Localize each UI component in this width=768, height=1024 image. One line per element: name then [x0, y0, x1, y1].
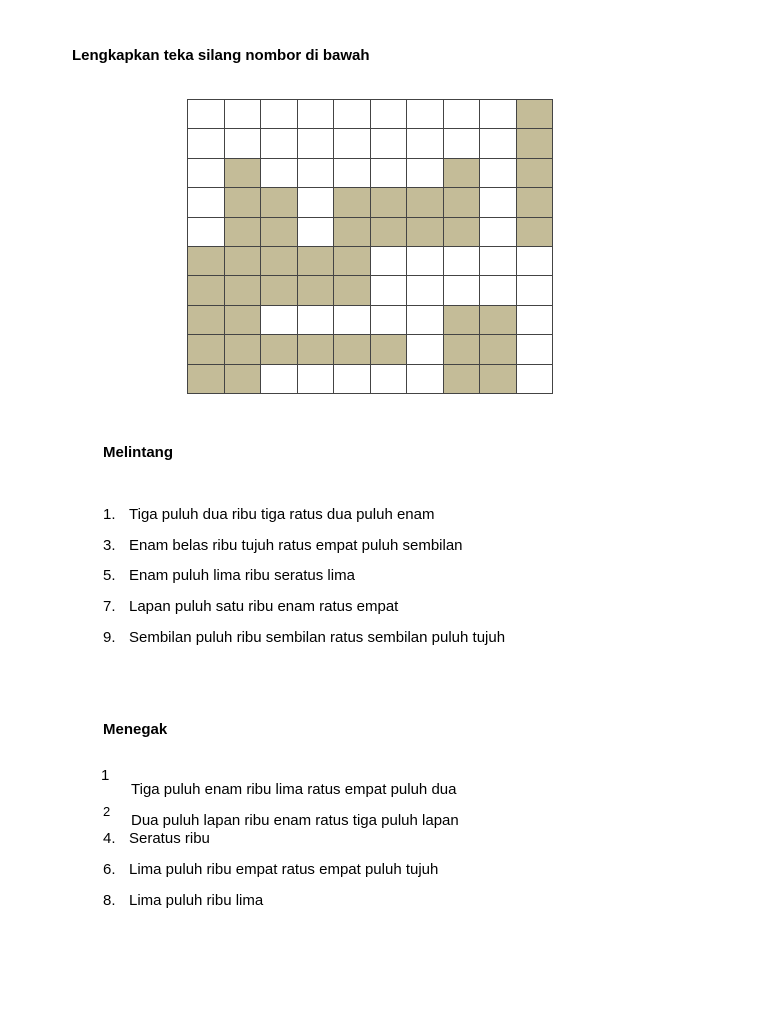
- grid-cell-empty[interactable]: [407, 159, 444, 188]
- clue-number: 4.: [103, 830, 116, 847]
- clue-number: 9.: [103, 629, 116, 646]
- clue-text: Enam puluh lima ribu seratus lima: [129, 567, 355, 584]
- grid-cell-shaded: [188, 276, 225, 305]
- melintang-clue-3: [103, 537, 463, 554]
- grid-cell-empty[interactable]: [298, 365, 335, 394]
- grid-cell-shaded: [298, 247, 335, 276]
- grid-cell-empty[interactable]: [225, 100, 262, 129]
- grid-cell-empty[interactable]: [480, 276, 517, 305]
- grid-cell-shaded: [225, 335, 262, 364]
- clue-text: Lima puluh ribu lima: [129, 892, 264, 909]
- grid-cell-shaded: [334, 218, 371, 247]
- clue-text: Sembilan puluh ribu sembilan ratus sembilan puluh tujuh: [129, 629, 506, 646]
- grid-cell-empty[interactable]: [188, 188, 225, 217]
- grid-cell-empty[interactable]: [371, 276, 408, 305]
- grid-cell-shaded: [261, 247, 298, 276]
- grid-cell-empty[interactable]: [407, 129, 444, 158]
- grid-cell-shaded: [371, 188, 408, 217]
- grid-cell-empty[interactable]: [407, 335, 444, 364]
- grid-cell-shaded: [334, 335, 371, 364]
- grid-cell-empty[interactable]: [444, 100, 481, 129]
- grid-cell-empty[interactable]: [298, 129, 335, 158]
- clue-number: 6.: [103, 861, 116, 878]
- menegak-clue-2-text: Dua puluh lapan ribu enam ratus tiga puluh lapan: [131, 812, 459, 829]
- grid-cell-shaded: [298, 335, 335, 364]
- grid-cell-shaded: [444, 218, 481, 247]
- grid-cell-empty[interactable]: [188, 159, 225, 188]
- grid-cell-empty[interactable]: [225, 129, 262, 158]
- grid-cell-shaded: [225, 306, 262, 335]
- grid-cell-empty[interactable]: [517, 247, 554, 276]
- grid-cell-shaded: [225, 365, 262, 394]
- grid-cell-empty[interactable]: [371, 247, 408, 276]
- grid-cell-empty[interactable]: [261, 306, 298, 335]
- grid-cell-shaded: [225, 188, 262, 217]
- crossword-grid: [187, 99, 553, 394]
- grid-cell-shaded: [517, 218, 554, 247]
- grid-cell-shaded: [334, 188, 371, 217]
- grid-cell-empty[interactable]: [444, 129, 481, 158]
- grid-cell-empty[interactable]: [517, 276, 554, 305]
- grid-cell-shaded: [225, 218, 262, 247]
- grid-cell-shaded: [225, 247, 262, 276]
- grid-cell-empty[interactable]: [480, 247, 517, 276]
- grid-cell-empty[interactable]: [298, 159, 335, 188]
- grid-cell-shaded: [517, 129, 554, 158]
- grid-cell-empty[interactable]: [480, 129, 517, 158]
- grid-cell-empty[interactable]: [371, 159, 408, 188]
- grid-cell-empty[interactable]: [480, 188, 517, 217]
- grid-cell-shaded: [444, 365, 481, 394]
- grid-cell-empty[interactable]: [261, 100, 298, 129]
- grid-cell-shaded: [334, 247, 371, 276]
- grid-cell-shaded: [480, 306, 517, 335]
- grid-cell-empty[interactable]: [480, 218, 517, 247]
- grid-cell-empty[interactable]: [407, 276, 444, 305]
- grid-cell-shaded: [407, 218, 444, 247]
- grid-cell-shaded: [480, 365, 517, 394]
- grid-cell-shaded: [225, 159, 262, 188]
- grid-cell-empty[interactable]: [188, 129, 225, 158]
- clue-number: 3.: [103, 537, 116, 554]
- grid-cell-shaded: [517, 188, 554, 217]
- melintang-heading: Melintang: [103, 444, 173, 461]
- grid-cell-empty[interactable]: [407, 365, 444, 394]
- grid-cell-empty[interactable]: [480, 159, 517, 188]
- grid-cell-shaded: [444, 306, 481, 335]
- clue-text: Tiga puluh dua ribu tiga ratus dua puluh enam: [129, 506, 435, 523]
- grid-cell-shaded: [188, 306, 225, 335]
- grid-cell-empty[interactable]: [261, 365, 298, 394]
- grid-cell-empty[interactable]: [517, 306, 554, 335]
- menegak-clue-1-number: 1: [101, 767, 110, 784]
- grid-cell-empty[interactable]: [261, 159, 298, 188]
- grid-cell-empty[interactable]: [371, 365, 408, 394]
- clue-number: 7.: [103, 598, 116, 615]
- clue-text: Lima puluh ribu empat ratus empat puluh tujuh: [129, 861, 439, 878]
- grid-cell-empty[interactable]: [298, 188, 335, 217]
- grid-cell-empty[interactable]: [334, 129, 371, 158]
- clue-number: 1.: [103, 506, 116, 523]
- grid-cell-empty[interactable]: [371, 306, 408, 335]
- grid-cell-shaded: [371, 218, 408, 247]
- grid-cell-empty[interactable]: [480, 100, 517, 129]
- grid-cell-shaded: [188, 247, 225, 276]
- grid-cell-shaded: [261, 188, 298, 217]
- page-title: Lengkapkan teka silang nombor di bawah: [72, 47, 370, 64]
- grid-cell-empty[interactable]: [188, 218, 225, 247]
- grid-cell-shaded: [444, 335, 481, 364]
- menegak-heading: Menegak: [103, 721, 168, 738]
- menegak-clue-8: [103, 892, 263, 909]
- grid-cell-empty[interactable]: [298, 100, 335, 129]
- grid-cell-shaded: [444, 188, 481, 217]
- grid-cell-empty[interactable]: [517, 365, 554, 394]
- grid-cell-shaded: [334, 276, 371, 305]
- grid-cell-empty[interactable]: [407, 247, 444, 276]
- melintang-clue-1: [103, 506, 435, 523]
- grid-cell-shaded: [225, 276, 262, 305]
- grid-cell-shaded: [188, 335, 225, 364]
- grid-cell-empty[interactable]: [407, 100, 444, 129]
- grid-cell-empty[interactable]: [444, 276, 481, 305]
- menegak-clue-4: [103, 830, 210, 847]
- grid-cell-empty[interactable]: [261, 129, 298, 158]
- grid-cell-empty[interactable]: [444, 247, 481, 276]
- grid-cell-empty[interactable]: [334, 365, 371, 394]
- grid-cell-shaded: [517, 100, 554, 129]
- grid-cell-empty[interactable]: [371, 129, 408, 158]
- grid-cell-shaded: [261, 218, 298, 247]
- melintang-clue-5: [103, 567, 355, 584]
- grid-cell-shaded: [407, 188, 444, 217]
- grid-cell-shaded: [261, 276, 298, 305]
- clue-text: Lapan puluh satu ribu enam ratus empat: [129, 598, 399, 615]
- grid-cell-shaded: [480, 335, 517, 364]
- grid-cell-empty[interactable]: [517, 335, 554, 364]
- grid-cell-empty[interactable]: [334, 159, 371, 188]
- grid-cell-empty[interactable]: [298, 306, 335, 335]
- grid-cell-empty[interactable]: [407, 306, 444, 335]
- melintang-clue-7: [103, 598, 398, 615]
- melintang-clue-9: [103, 629, 505, 646]
- grid-cell-empty[interactable]: [188, 100, 225, 129]
- grid-cell-empty[interactable]: [298, 218, 335, 247]
- grid-cell-shaded: [298, 276, 335, 305]
- grid-cell-shaded: [517, 159, 554, 188]
- grid-cell-empty[interactable]: [334, 100, 371, 129]
- clue-number: 8.: [103, 892, 116, 909]
- menegak-clue-2-number: 2: [103, 804, 111, 819]
- menegak-clue-1-text: Tiga puluh enam ribu lima ratus empat puluh dua: [131, 781, 457, 798]
- grid-cell-shaded: [188, 365, 225, 394]
- grid-cell-shaded: [371, 335, 408, 364]
- clue-text: Enam belas ribu tujuh ratus empat puluh sembilan: [129, 537, 463, 554]
- grid-cell-shaded: [444, 159, 481, 188]
- grid-cell-empty[interactable]: [371, 100, 408, 129]
- grid-cell-shaded: [261, 335, 298, 364]
- menegak-clue-6: [103, 861, 438, 878]
- grid-cell-empty[interactable]: [334, 306, 371, 335]
- clue-text: Seratus ribu: [129, 830, 210, 847]
- clue-number: 5.: [103, 567, 116, 584]
